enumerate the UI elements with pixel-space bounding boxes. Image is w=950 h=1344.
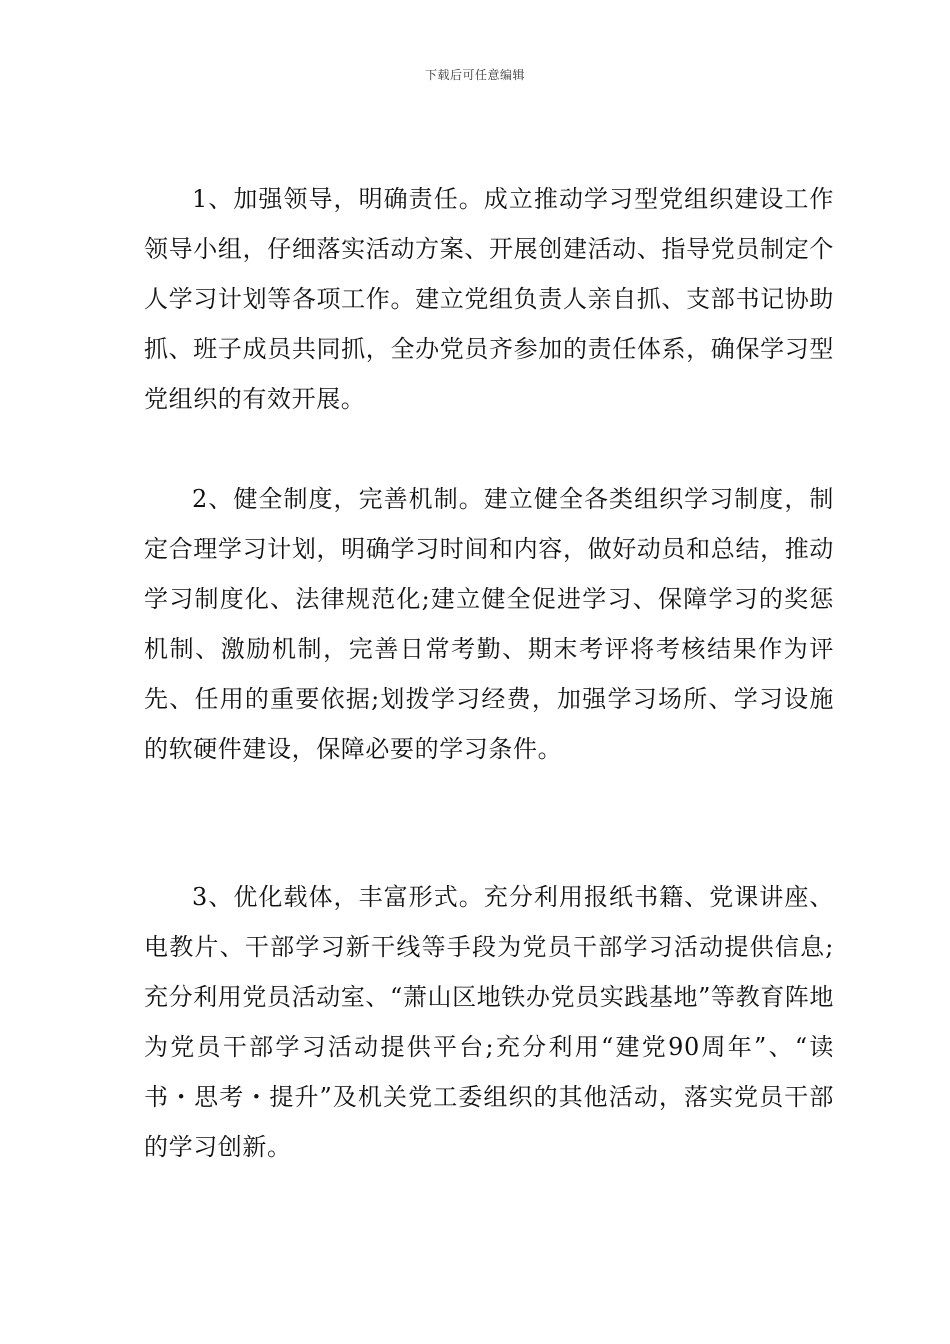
header-note: 下载后可任意编辑 bbox=[424, 68, 525, 82]
paragraph-2: 2、健全制度，完善机制。建立健全各类组织学习制度，制定合理学习计划，明确学习时间和内容，做好动员和总结，推动学习制度化、法律规范化;建立健全促进学习、保障学习的奖惩机制、激励机制，完善日常考勤、期末考评将考核结果作为评先、任用的重要依据;划拨学习经费，加强学习场所、学习设施的软硬件建设，保障必要的学习条件。 bbox=[144, 485, 834, 763]
paragraph-1: 1、加强领导，明确责任。成立推动学习型党组织建设工作领导小组，仔细落实活动方案、开展创建活动、指导党员制定个人学习计划等各项工作。建立党组负责人亲自抓、支部书记协助抓、班子成员共同抓，全办党员齐参加的责任体系，确保学习型党组织的有效开展。 bbox=[144, 185, 834, 413]
paragraph-3: 3、优化载体，丰富形式。充分利用报纸书籍、党课讲座、电教片、干部学习新干线等手段为党员干部学习活动提供信息;充分利用党员活动室、“萧山区地铁办党员实践基地”等教育阵地为党员干部学习活动提供平台;充分利用“建党90周年”、“读书・思考・提升”及机关党工委组织的其他活动，落实党员干部的学习创新。 bbox=[144, 883, 834, 1161]
